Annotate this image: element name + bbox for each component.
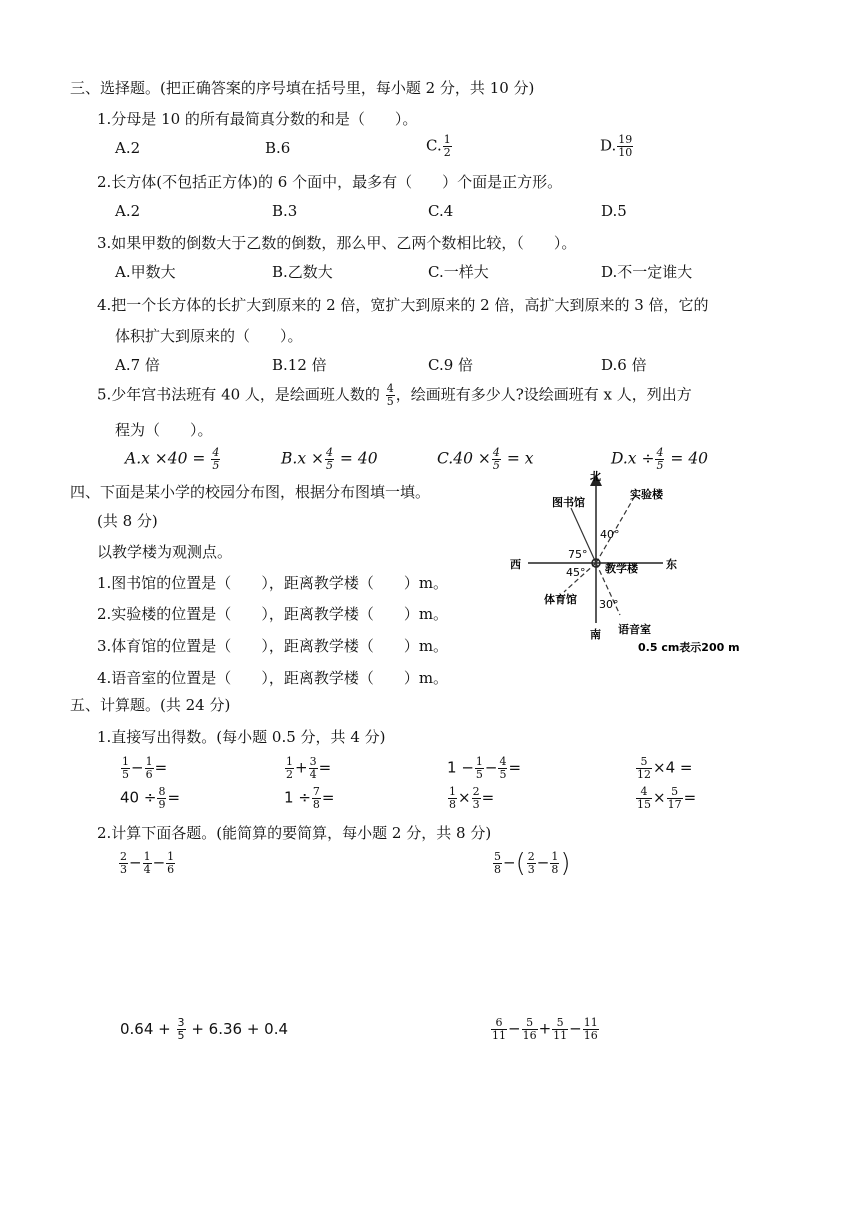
q2-option-a: A.2 (115, 202, 141, 220)
calc-2: $\frac{1}{2}$ + $\frac{3}{4}$ = (286, 755, 332, 781)
q3-option-b: B.乙数大 (272, 263, 333, 281)
audio-label: 语音室 (618, 623, 651, 636)
q1-option-b: B.6 (265, 139, 291, 157)
q2-stem: 2.长方体(不包括正方体)的 6 个面中，最多有（ ）个面是正方形。 (97, 173, 563, 191)
east-label: 东 (666, 558, 677, 571)
calc-part2-heading: 2.计算下面各题。(能简算的要简算，每小题 2 分，共 8 分) (97, 824, 492, 842)
map-q1: 1.图书馆的位置是（ ），距离教学楼（ ）m。 (97, 574, 449, 592)
q5-option-b: B.x × $\frac{4}{5}$ = 40 (281, 446, 378, 472)
q4-option-c: C.9 倍 (428, 356, 474, 374)
section4-points: (共 8 分) (97, 512, 158, 530)
map-q4: 4.语音室的位置是（ ），距离教学楼（ ）m。 (97, 669, 449, 687)
calc-5: 40 ÷ $\frac{8}{9}$ = (120, 785, 181, 811)
q3-option-a: A.甲数大 (115, 263, 176, 281)
q1-stem: 1.分母是 10 的所有最简真分数的和是（ ）。 (97, 110, 418, 128)
calc-part2-2: $\frac{5}{8}$ −( $\frac{2}{3}$ − $\frac{1}{8}$ ) (494, 848, 571, 879)
angle-40-label: 40° (600, 528, 620, 541)
calc-7: $\frac{1}{8}$ × $\frac{2}{3}$ = (449, 785, 495, 811)
q5-option-c: C.40 × $\frac{4}{5}$ = x (437, 446, 534, 472)
center-label: 教学楼 (605, 562, 638, 575)
calc-part1-heading: 1.直接写出得数。(每小题 0.5 分，共 4 分) (97, 728, 386, 746)
calc-8: $\frac{4}{15}$ × $\frac{5}{17}$ = (637, 785, 697, 811)
west-label: 西 (510, 558, 521, 571)
gym-label: 体育馆 (544, 593, 577, 606)
scale-label: 0.5 cm表示200 m (638, 641, 740, 654)
q4-stem-line1: 4.把一个长方体的长扩大到原来的 2 倍，宽扩大到原来的 2 倍，高扩大到原来的 3 倍，它的 (97, 296, 709, 314)
q3-option-d: D.不一定谁大 (601, 263, 693, 281)
calc-3: 1 − $\frac{1}{5}$ − $\frac{4}{5}$ = (447, 755, 522, 781)
q4-option-b: B.12 倍 (272, 356, 327, 374)
calc-4: $\frac{5}{12}$ ×4 = (637, 755, 693, 781)
south-label: 南 (590, 628, 601, 641)
q5-option-d: D.x ÷ $\frac{4}{5}$ = 40 (611, 446, 709, 472)
q1-option-a: A.2 (115, 139, 141, 157)
q4-stem-line2: 体积扩大到原来的（ ）。 (115, 327, 303, 345)
q4-option-d: D.6 倍 (601, 356, 647, 374)
calc-6: 1 ÷ $\frac{7}{8}$ = (284, 785, 335, 811)
calc-1: $\frac{1}{5}$ − $\frac{1}{6}$ = (122, 755, 168, 781)
q5-option-a: A.x ×40 = $\frac{4}{5}$ (125, 446, 220, 472)
campus-map (508, 468, 758, 658)
q2-option-b: B.3 (272, 202, 298, 220)
calc-part2-4: $\frac{6}{11}$ − $\frac{5}{16}$ + $\frac{5}{11}$ − $\frac{11}{16}$ (492, 1016, 598, 1042)
map-q2: 2.实验楼的位置是（ ），距离教学楼（ ）m。 (97, 605, 449, 623)
q4-option-a: A.7 倍 (115, 356, 160, 374)
q3-option-c: C.一样大 (428, 263, 489, 281)
section5-heading: 五、计算题。(共 24 分) (70, 696, 231, 714)
section3-heading: 三、选择题。(把正确答案的序号填在括号里，每小题 2 分，共 10 分) (70, 79, 535, 97)
north-label: 北 (590, 470, 601, 483)
q2-option-c: C.4 (428, 202, 454, 220)
q5-stem-line1: 5.少年宫书法班有 40 人，是绘画班人数的 $\frac{4}{5}$ ，绘画班有多少人?设绘画班有 x 人，列出方 (97, 382, 692, 408)
q1-option-d: D. $\frac{19}{10}$ (600, 133, 633, 159)
map-q3: 3.体育馆的位置是（ ），距离教学楼（ ）m。 (97, 637, 449, 655)
q5-stem-line2: 程为（ ）。 (115, 421, 213, 439)
angle-75-label: 75° (568, 548, 588, 561)
q3-stem: 3.如果甲数的倒数大于乙数的倒数，那么甲、乙两个数相比较，（ ）。 (97, 234, 577, 252)
q1-option-c: C. $\frac{1}{2}$ (426, 133, 451, 159)
section4-intro: 以教学楼为观测点。 (97, 543, 233, 561)
library-label: 图书馆 (552, 496, 585, 509)
angle-30-label: 30° (599, 598, 619, 611)
calc-part2-1: $\frac{2}{3}$ − $\frac{1}{4}$ − $\frac{1}{6}$ (120, 850, 175, 876)
calc-part2-3: 0.64 + $\frac{3}{5}$ + 6.36 + 0.4 (120, 1016, 289, 1042)
lab-label: 实验楼 (630, 488, 663, 501)
angle-45-label: 45° (566, 566, 586, 579)
q2-option-d: D.5 (601, 202, 627, 220)
section4-heading: 四、下面是某小学的校园分布图，根据分布图填一填。 (70, 483, 431, 501)
